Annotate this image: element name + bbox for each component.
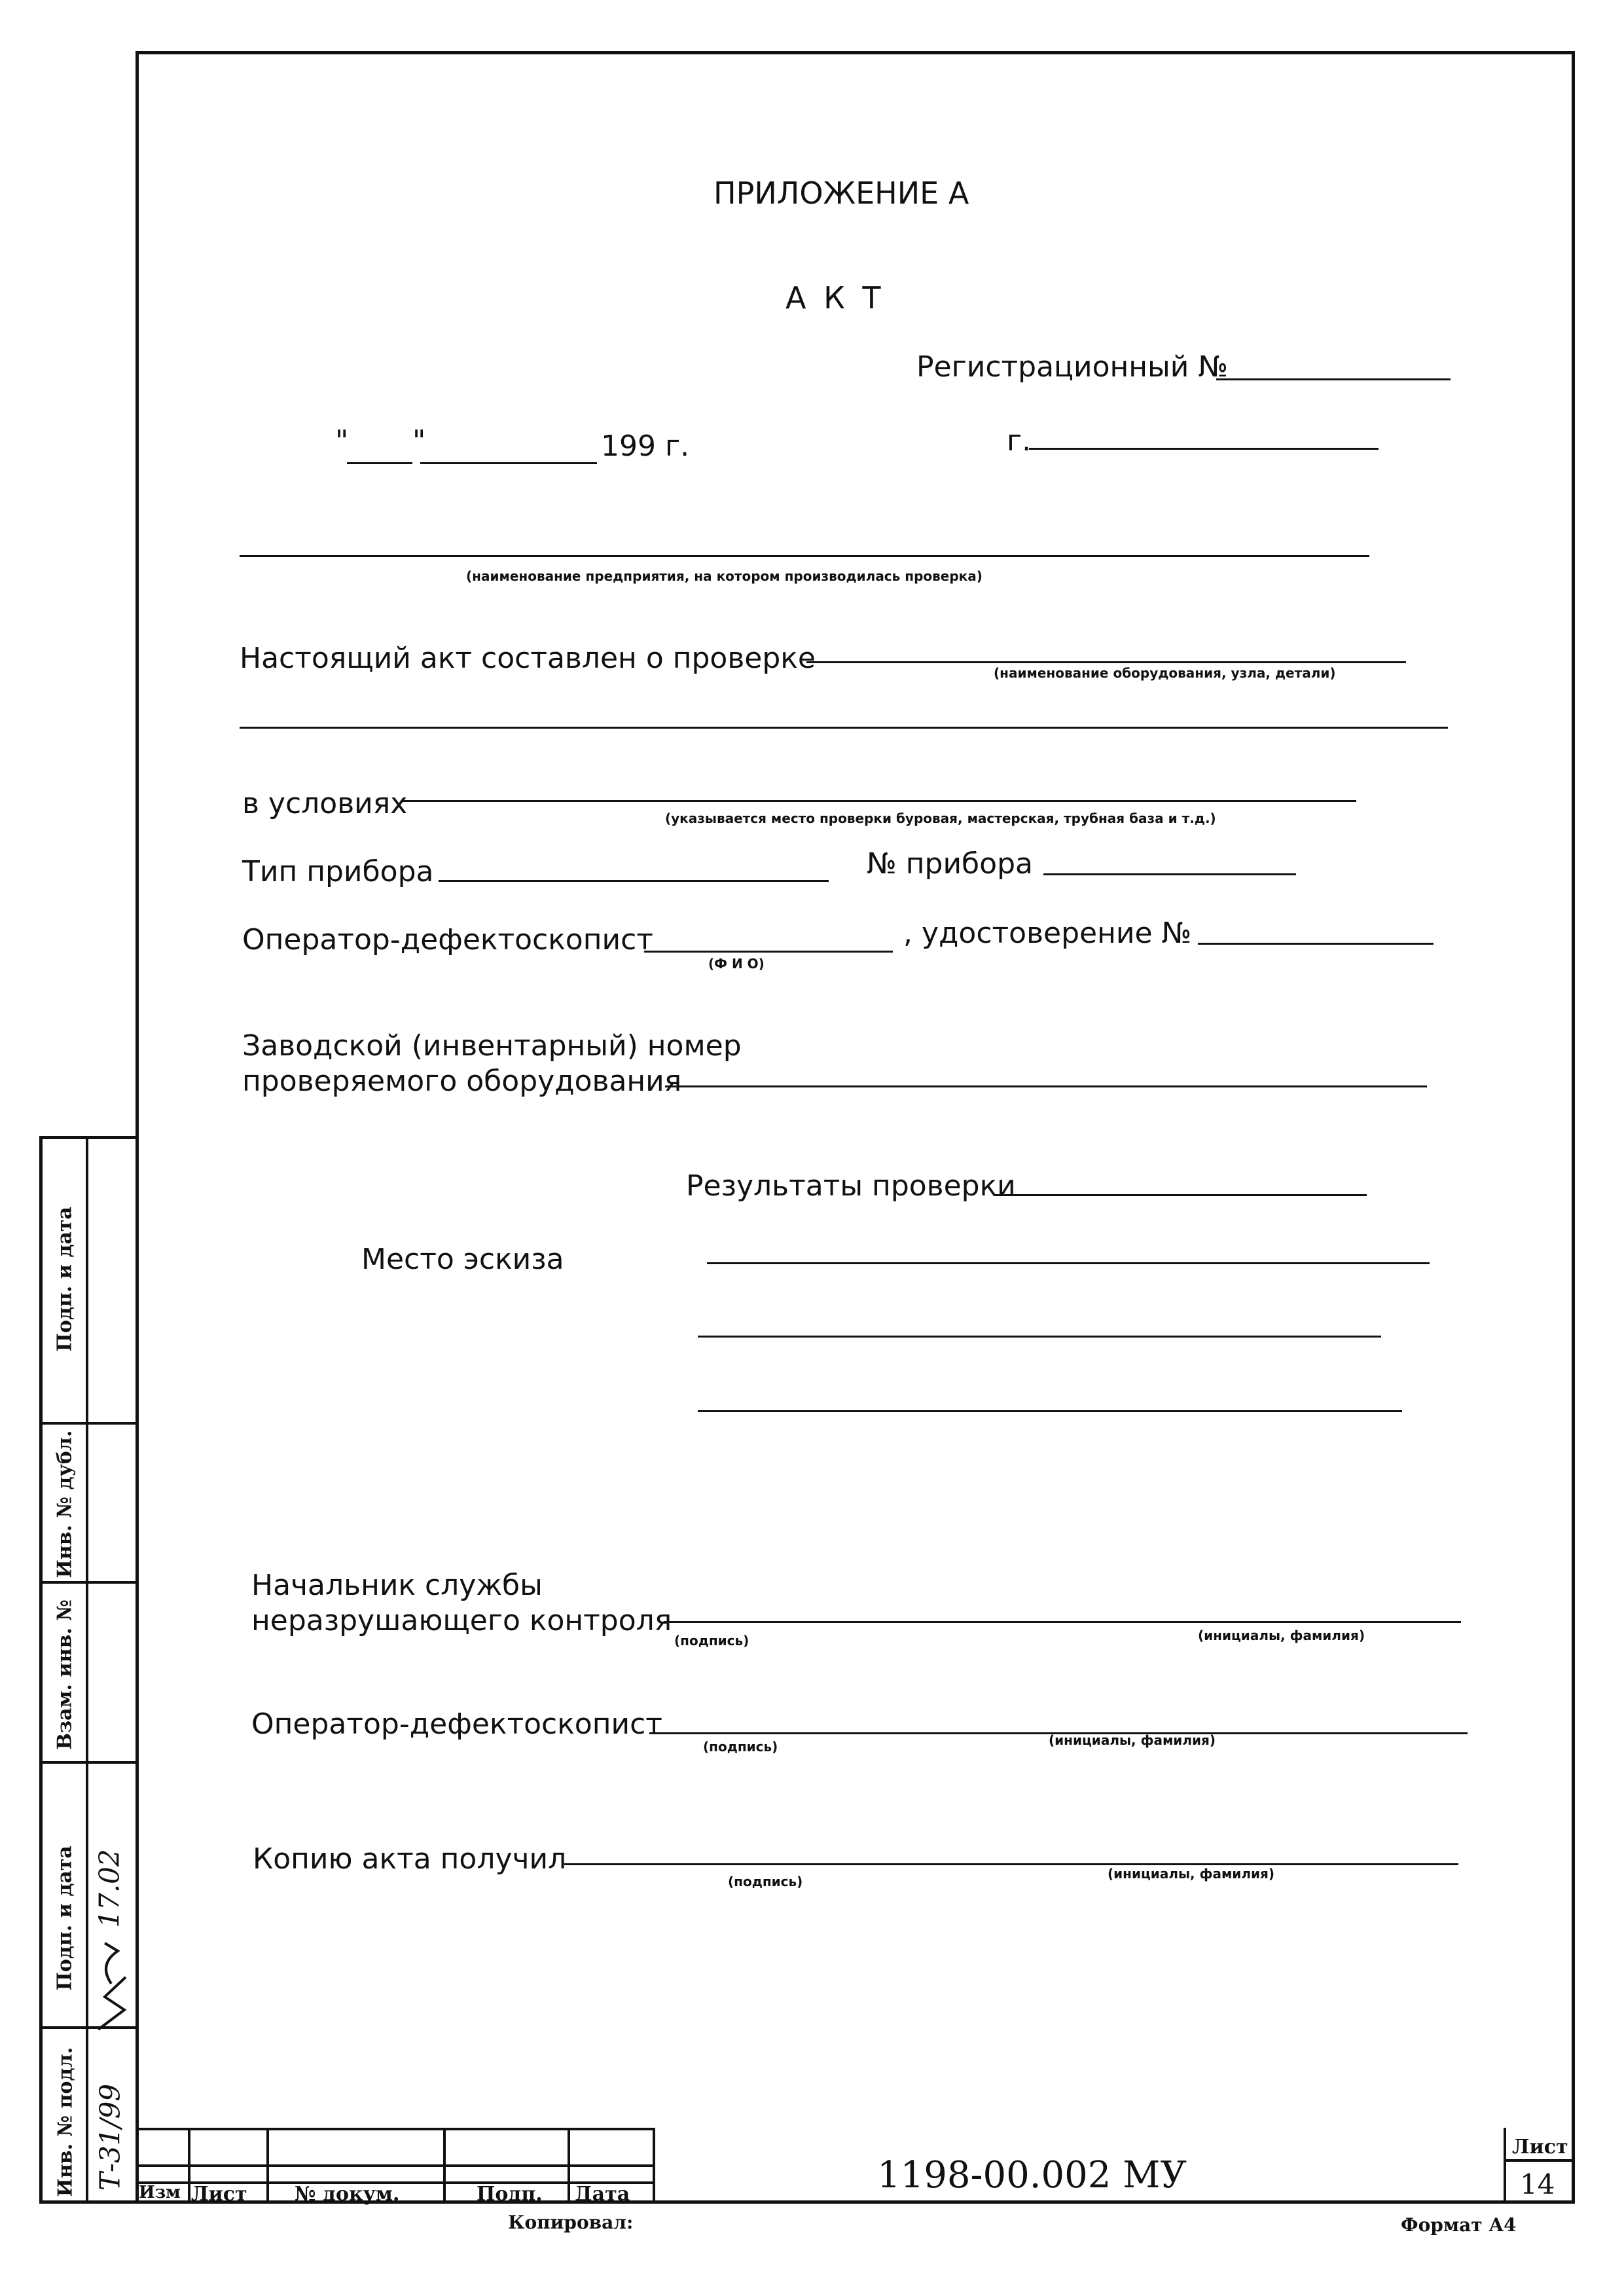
appendix-title: ПРИЛОЖЕНИЕ А [713,175,969,211]
col-list: Лист [191,2183,247,2206]
inspection-label: Настоящий акт составлен о проверке [240,642,816,675]
col-izm: Изм [139,2183,181,2202]
conditions-label: в условиях [242,787,408,820]
side-podp-data-2: Подп. и дата [53,1207,77,1352]
sheet-number: 14 [1520,2168,1555,2200]
copy-signature-line[interactable] [564,1863,1458,1865]
device-number-label: № прибора [867,847,1033,881]
format-label: Формат А4 [1401,2214,1517,2236]
chief-initials-caption: (инициалы, фамилия) [1198,1628,1365,1643]
certificate-label: , удостоверение № [903,917,1192,950]
chief-signature-line[interactable] [664,1621,1461,1623]
chief-label-2: неразрушающего контроля [251,1604,672,1637]
device-number-line[interactable] [1043,873,1296,875]
page-frame [135,51,1575,2204]
sheet-label: Лист [1512,2136,1568,2159]
fio-caption: (Ф И О) [708,956,765,972]
results-label: Результаты проверки [686,1169,1016,1203]
registration-label: Регистрационный № [916,350,1229,384]
year-label: 199 г. [601,429,690,463]
conditions-caption: (указывается место проверки буровая, мастерская, трубная база и т.д.) [665,811,1216,826]
date-quote-open: " [335,424,349,458]
results-line-2[interactable] [707,1262,1430,1264]
serial-label-2: проверяемого оборудования [242,1065,682,1098]
designation: 1198-00.002 МУ [877,2154,1187,2196]
month-line[interactable] [420,462,597,464]
copy-signature-caption: (подпись) [728,1874,803,1889]
col-date: Дата [575,2183,630,2206]
conditions-line[interactable] [401,800,1356,802]
device-type-line[interactable] [439,880,829,882]
registration-line[interactable] [1216,378,1451,380]
operator-fio-line[interactable] [644,951,893,953]
side-vzam-inv: Взам. инв. № [53,1599,77,1750]
side-signature-scribble [92,1938,134,2036]
city-label: г. [1007,424,1032,458]
side-inv-podl: Инв. № подл. [54,2047,77,2197]
col-podp: Подп. [477,2183,543,2206]
date-quote-close: " [412,424,426,458]
side-hand-inv: Т-31/99 [94,2083,126,2191]
col-doc: № докум. [295,2183,400,2206]
operator2-initials-caption: (инициалы, фамилия) [1049,1732,1216,1748]
sketch-label: Место эскиза [361,1243,564,1276]
results-line-4[interactable] [698,1410,1402,1412]
serial-label-1: Заводской (инвентарный) номер [242,1029,742,1063]
device-type-label: Тип прибора [242,855,434,888]
operator2-label: Оператор-дефектоскопист [251,1707,662,1741]
chief-signature-caption: (подпись) [674,1633,749,1649]
results-line-3[interactable] [698,1336,1381,1338]
city-line[interactable] [1029,448,1379,450]
side-inv-dubl: Инв. № дубл. [53,1430,77,1578]
certificate-line[interactable] [1198,943,1434,945]
chief-label-1: Начальник службы [251,1569,543,1602]
copy-label: Копию акта получил [253,1842,567,1876]
day-line[interactable] [347,462,412,464]
side-hand-date: 17.02 [93,1849,126,1928]
copied-label: Копировал: [508,2212,634,2233]
enterprise-line[interactable] [240,555,1369,557]
operator-label: Оператор-дефектоскопист [242,923,653,957]
side-podp-data-1: Подп. и дата [53,1846,77,1991]
inspection-line[interactable] [806,661,1406,663]
act-title: А К Т [785,280,885,316]
inspection-line-2[interactable] [240,727,1448,729]
serial-line[interactable] [665,1085,1427,1087]
enterprise-caption: (наименование предприятия, на котором производилась проверка) [466,568,983,584]
operator2-signature-caption: (подпись) [703,1739,778,1755]
equipment-caption: (наименование оборудования, узла, детали) [994,665,1336,681]
results-line-1[interactable] [994,1194,1367,1196]
copy-initials-caption: (инициалы, фамилия) [1108,1866,1274,1882]
